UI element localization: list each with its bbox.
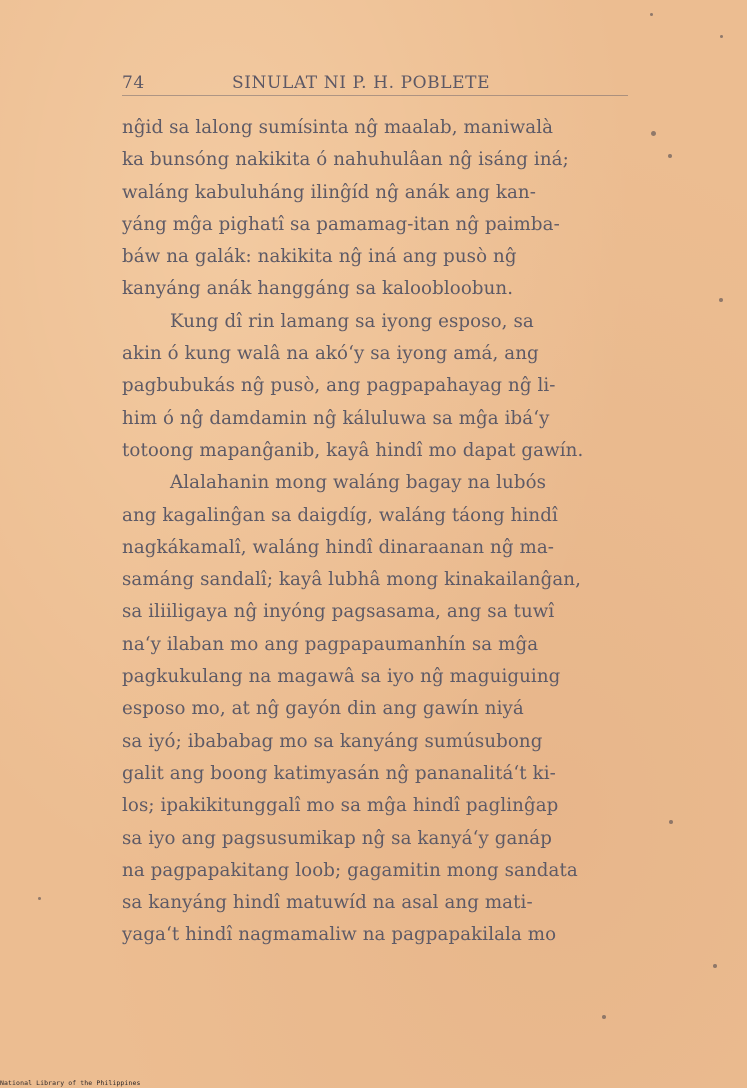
text-line: yáng mĝa pighatî sa pamamag-itan nĝ paimba-	[122, 213, 560, 235]
text-line: ka bunsóng nakikita ó nahuhulâan nĝ isáng iná;	[122, 149, 569, 171]
text-line: kanyáng anák hanggáng sa kaloobloobun.	[122, 278, 514, 300]
text-line: esposo mo, at nĝ gayón din ang gawín niyá	[122, 698, 524, 720]
text-line: pagkukulang na magawâ sa iyo nĝ maguiguing	[122, 666, 561, 688]
text-line: ang kagalinĝan sa daigdíg, waláng táong hindî	[122, 504, 558, 526]
text-line: pagbubukás nĝ pusò, ang pagpapahayag nĝ li-	[122, 375, 556, 397]
paper-speck	[650, 13, 653, 16]
text-line: nagkákamalî, waláng hindî dinaraanan nĝ ma-	[122, 536, 555, 558]
text-line: totoong mapanĝanib, kayâ hindî mo dapat gawín.	[122, 439, 584, 461]
paragraph-3	[122, 467, 632, 951]
paper-speck	[719, 298, 723, 302]
paragraph-1	[122, 112, 632, 306]
text-line: na‘y ilaban mo ang pagpapaumanhín sa mĝa	[122, 633, 539, 655]
text-line: samáng sandalî; kayâ lubhâ mong kinakailanĝan,	[122, 569, 581, 591]
paragraph-2	[122, 306, 632, 467]
text-line: galit ang boong katimyasán nĝ pananalitá‘t ki-	[122, 762, 556, 784]
header-rule	[122, 95, 628, 96]
text-line: him ó nĝ damdamin nĝ káluluwa sa mĝa ibá‘y	[122, 407, 550, 429]
text-line: akin ó kung walâ na akó‘y sa iyong amá, ang	[122, 343, 539, 365]
page-number: 74	[122, 73, 145, 93]
paper-speck	[669, 820, 673, 824]
text-line: na pagpapakitang loob; gagamitin mong sandata	[122, 859, 578, 881]
text-line: sa iliiligaya nĝ inyóng pagsasama, ang sa tuwî	[122, 601, 555, 623]
text-line: yaga‘t hindî nagmamaliw na pagpapakilala mo	[122, 924, 557, 946]
page-header	[122, 73, 630, 97]
text-line: los; ipakikitunggalî mo sa mĝa hindî paglinĝap	[122, 795, 559, 817]
text-line: sa kanyáng hindî matuwíd na asal ang mati-	[122, 892, 533, 914]
running-head: SINULAT NI P. H. POBLETE	[232, 73, 491, 93]
paper-speck	[668, 154, 672, 158]
paper-speck	[713, 964, 717, 968]
text-line: nĝid sa lalong sumísinta nĝ maalab, maniwalà	[122, 117, 554, 138]
paper-speck	[720, 35, 723, 38]
text-line: Alalahanin mong waláng bagay na lubós	[170, 472, 547, 494]
text-line: Kung dî rin lamang sa iyong esposo, sa	[170, 310, 534, 332]
paper-speck	[651, 131, 656, 136]
text-line: sa iyo ang pagsusumikap nĝ sa kanyá‘y ganáp	[122, 827, 552, 849]
body-text	[122, 112, 632, 952]
paper-speck	[602, 1015, 606, 1019]
paper-speck	[38, 897, 41, 900]
text-line: sa iyó; ibababag mo sa kanyáng sumúsubong	[122, 730, 543, 752]
text-line: báw na galák: nakikita nĝ iná ang pusò nĝ	[122, 246, 517, 268]
library-credit: National Library of the Philippines	[0, 1079, 141, 1087]
text-line: waláng kabuluháng ilinĝíd nĝ anák ang kan-	[122, 181, 536, 203]
